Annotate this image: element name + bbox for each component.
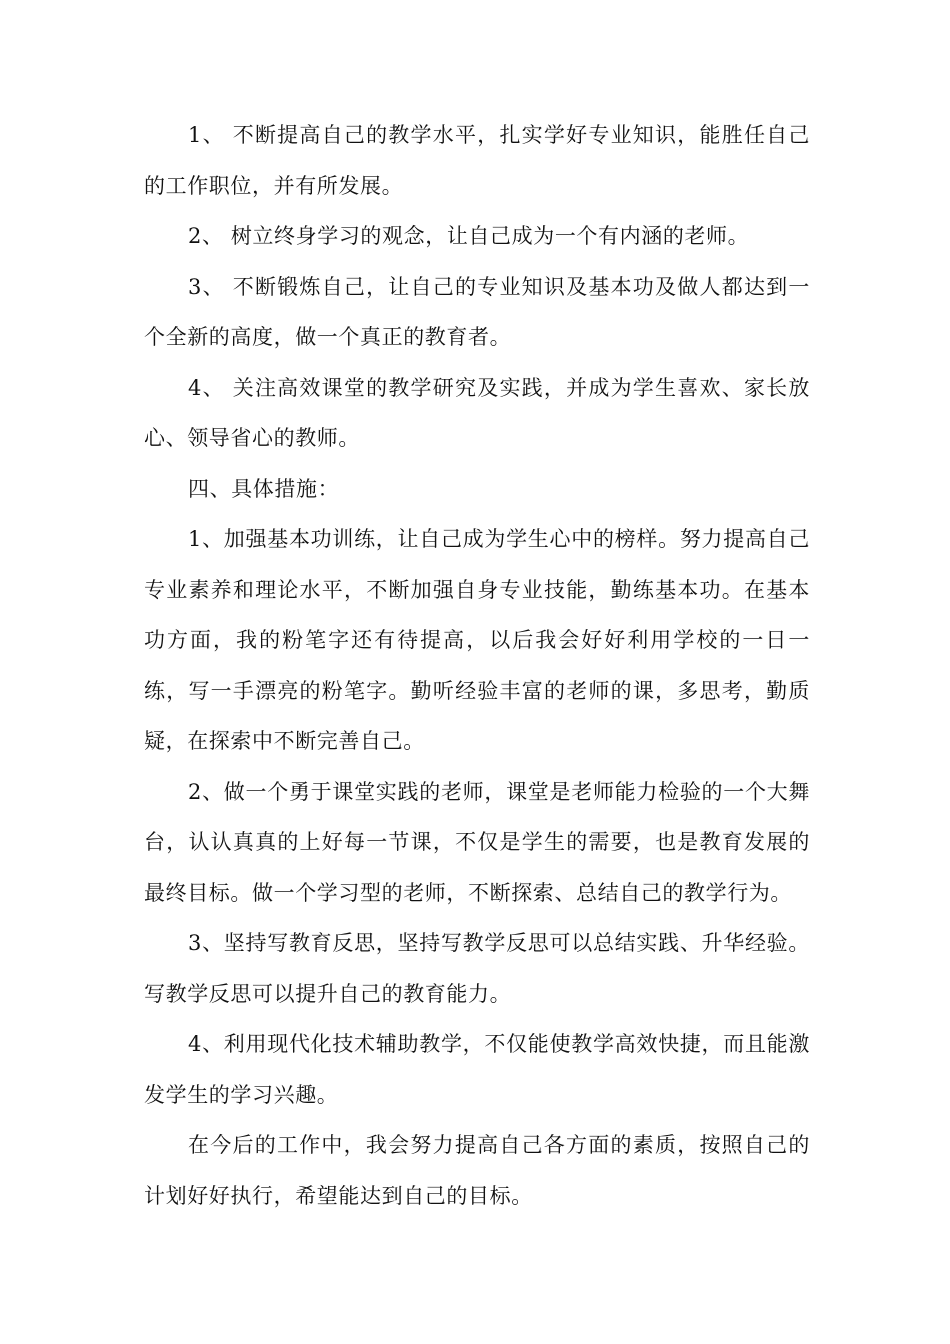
closing-paragraph: 在今后的工作中，我会努力提高自己各方面的素质，按照自己的计划好好执行，希望能达到自己的目标。 xyxy=(144,1133,810,1208)
measure-paragraph-4: 4、利用现代化技术辅助教学，不仅能使教学高效快捷，而且能激发学生的学习兴趣。 xyxy=(144,1032,810,1107)
measure-paragraph-3: 3、坚持写教育反思，坚持写教学反思可以总结实践、升华经验。写教学反思可以提升自己的教育能力。 xyxy=(144,931,810,1006)
document-body xyxy=(144,110,810,1221)
measure-paragraph-2: 2、做一个勇于课堂实践的老师，课堂是老师能力检验的一个大舞台，认认真真的上好每一节课，不仅是学生的需要，也是教育发展的最终目标。做一个学习型的老师，不断探索、总结自己的教学行为。 xyxy=(144,779,810,905)
measure-paragraph-1: 1、加强基本功训练，让自己成为学生心中的榜样。努力提高自己专业素养和理论水平，不断加强自身专业技能，勤练基本功。在基本功方面，我的粉笔字还有待提高，以后我会好好利用学校的一日一练，写一手漂亮的粉笔字。勤听经验丰富的老师的课，多思考，勤质疑，在探索中不断完善自己。 xyxy=(144,527,810,753)
goal-paragraph-3: 3、 不断锻炼自己，让自己的专业知识及基本功及做人都达到一个全新的高度，做一个真正的教育者。 xyxy=(144,274,810,349)
goal-paragraph-2: 2、 树立终身学习的观念，让自己成为一个有内涵的老师。 xyxy=(188,224,750,248)
goal-paragraph-4: 4、 关注高效课堂的教学研究及实践，并成为学生喜欢、家长放心、领导省心的教师。 xyxy=(144,375,810,450)
goal-paragraph-1: 1、 不断提高自己的教学水平，扎实学好专业知识，能胜任自己的工作职位，并有所发展。 xyxy=(144,123,810,198)
section-heading: 四、具体措施： xyxy=(188,476,340,501)
